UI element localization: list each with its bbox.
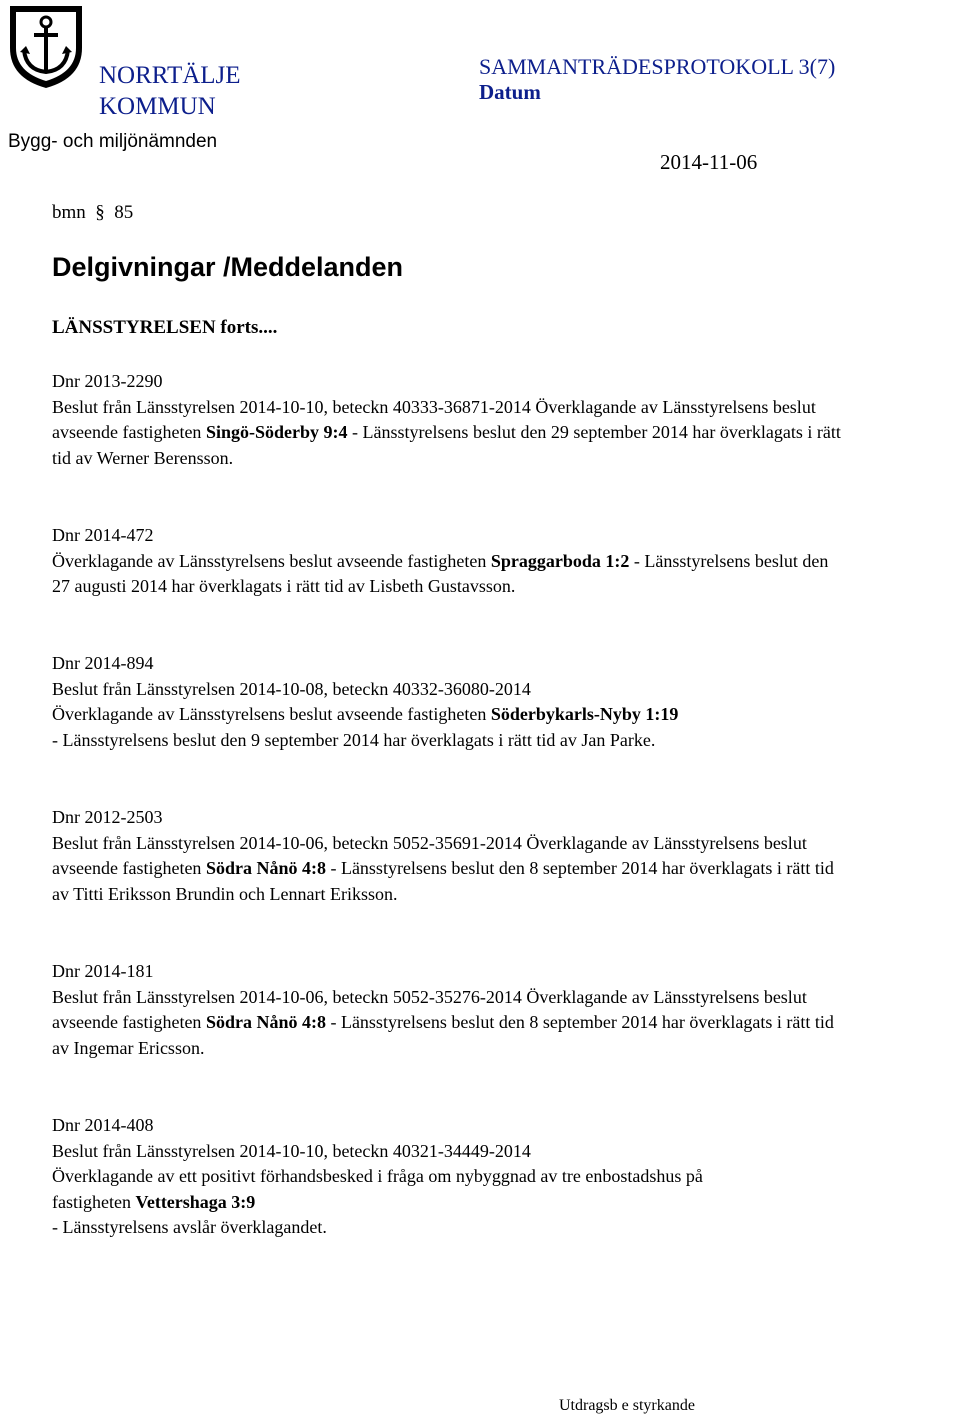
property-name: Södra Nånö 4:8: [205, 858, 326, 878]
section-number-value: 85: [114, 202, 134, 223]
case-number: Dnr 2013-2290: [52, 371, 163, 391]
case-number: Dnr 2012-2503: [52, 807, 163, 827]
property-name: Singö-Söderby 9:4: [205, 422, 348, 442]
organization-name-line1: NORRTÄLJE: [99, 62, 241, 89]
list-item: Dnr 2014-894 Beslut från Länsstyrelsen 2014-10-08, beteckn 40332-36080-2014 Överklagande av Länsstyrelsens beslut avseende fastigheten Söderbykarls-Nyby 1:19 - Länsstyrelsens beslut den 9 september 2014 har överklagats i rätt tid av Jan Parke.: [52, 651, 952, 753]
section-prefix: bmn: [52, 202, 86, 223]
organization-name-line2: KOMMUN: [99, 93, 216, 120]
department-name: Bygg- och miljönämnden: [8, 131, 218, 152]
property-name: Vettershaga 3:9: [135, 1191, 256, 1212]
property-name: Söderbykarls-Nyby 1:19: [490, 704, 679, 724]
document-date: 2014-11-06: [660, 150, 758, 174]
section-subtitle: LÄNSSTYRELSEN forts....: [52, 317, 278, 338]
section-number: [52, 202, 133, 224]
list-item: Dnr 2012-2503 Beslut från Länsstyrelsen 2014-10-06, beteckn 5052-35691-2014 Överklagande av Länsstyrelsens beslut avseende fastigheten Södra Nånö 4:8 - Länsstyrelsens beslut den 8 september 2014 har överklagats i rätt tid av Titti Eriksson Brundin och Lennart Eriksson.: [52, 805, 952, 907]
list-item: Dnr 2014-181 Beslut från Länsstyrelsen 2014-10-06, beteckn 5052-35276-2014 Överklagande av Länsstyrelsens beslut avseende fastigheten Södra Nånö 4:8 - Länsstyrelsens beslut den 8 september 2014 har överklagats i rätt tid av Ingemar Ericsson.: [52, 959, 952, 1061]
anchor-logo-icon: [6, 2, 86, 90]
case-number: Dnr 2014-894: [52, 653, 154, 673]
footer-certification: Utdragsb e styrkande: [559, 1397, 695, 1414]
section-title: Delgivningar /Meddelanden: [52, 252, 404, 282]
case-number: Dnr 2014-181: [52, 961, 154, 981]
list-item: Dnr 2014-408 Beslut från Länsstyrelsen 2014-10-10, beteckn 40321-34449-2014 Överklagande av ett positivt förhandsbesked i fråga om nybyggnad av tre enbostadshus på fastigheten Vettershaga 3:9 - Länsstyrelsens avslår överklagandet.: [52, 1113, 952, 1241]
organization-name: [99, 60, 241, 122]
case-number: Dnr 2014-472: [52, 525, 154, 545]
paragraph-sign-icon: §: [90, 202, 110, 223]
date-label: Datum: [479, 80, 541, 104]
property-name: Spraggarboda 1:2: [490, 550, 630, 571]
case-number: Dnr 2014-408: [52, 1115, 154, 1135]
document-type: SAMMANTRÄDESPROTOKOLL 3(7): [479, 54, 836, 79]
list-item: Dnr 2014-472 Överklagande av Länsstyrelsens beslut avseende fastigheten Spraggarboda 1:2 - Länsstyrelsens beslut den 27 augusti 2014 har överklagats i rätt tid av Lisbeth Gustavsson.: [52, 523, 952, 600]
property-name: Södra Nånö 4:8: [205, 1012, 326, 1032]
list-item: Dnr 2013-2290 Beslut från Länsstyrelsen 2014-10-10, beteckn 40333-36871-2014 Överklagande av Länsstyrelsens beslut avseende fastigheten Singö-Söderby 9:4 - Länsstyrelsens beslut den 29 september 2014 har överklagats i rätt tid av Werner Berensson.: [52, 369, 952, 471]
